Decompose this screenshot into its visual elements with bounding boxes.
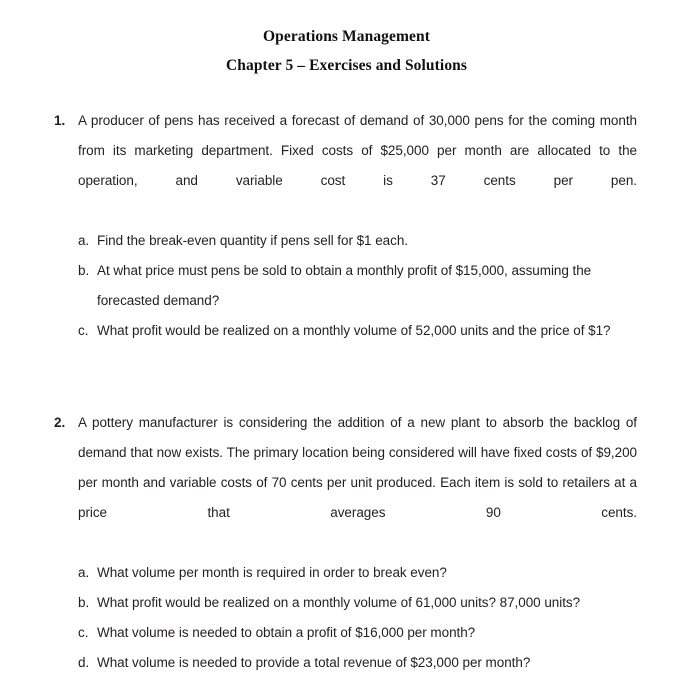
document-header	[0, 0, 693, 80]
question-1-body	[78, 106, 637, 346]
document-title-line-2: Chapter 5 – Exercises and Solutions	[225, 57, 468, 74]
question-2	[0, 408, 693, 678]
question-1-intro: A producer of pens has received a forecast of demand of 30,000 pens for the coming month from its marketing department. Fixed costs of $25,000 per month are allocated to the operation, and variable cost is 37 cents per pen.	[78, 113, 637, 188]
question-1-sub-text-a: Find the break-even quantity if pens sell for $1 each.	[97, 233, 408, 248]
question-1-marker: 1.	[54, 113, 66, 128]
question-1-sub-marker-c: c.	[78, 323, 89, 338]
questions-list	[0, 106, 693, 678]
question-1-sub-item-c	[78, 316, 637, 346]
question-2-intro: A pottery manufacturer is considering the addition of a new plant to absorb the backlog of demand that now exists. The primary location being considered will have fixed costs of $9,200 per month and variable costs of 70 cents per unit produced. Each item is sold to retailers at a price that averages 90 cents.	[78, 415, 637, 520]
question-1-sub-text-b: At what price must pens be sold to obtain a monthly profit of $15,000, assuming the forecasted demand?	[97, 263, 592, 308]
question-1-sub-marker-b: b.	[78, 263, 90, 278]
question-2-sub-list	[78, 558, 637, 678]
question-2-sub-marker-b: b.	[78, 595, 90, 610]
question-2-sub-text-d: What volume is needed to provide a total revenue of $23,000 per month?	[97, 655, 531, 670]
question-1-sub-item-a	[78, 226, 637, 256]
question-2-sub-item-a	[78, 558, 637, 588]
question-1	[0, 106, 693, 346]
question-1-sub-marker-a: a.	[78, 233, 90, 248]
question-2-sub-marker-d: d.	[78, 655, 90, 670]
question-2-body	[78, 408, 637, 678]
question-2-sub-text-a: What volume per month is required in order to break even?	[97, 565, 447, 580]
question-2-marker: 2.	[54, 415, 66, 430]
question-1-sub-text-c: What profit would be realized on a monthly volume of 52,000 units and the price of $1?	[97, 323, 611, 338]
question-2-sub-item-d	[78, 648, 637, 678]
question-2-sub-item-c	[78, 618, 637, 648]
question-1-sub-item-b	[78, 256, 637, 316]
question-2-sub-marker-c: c.	[78, 625, 89, 640]
question-2-sub-text-b: What profit would be realized on a monthly volume of 61,000 units? 87,000 units?	[97, 595, 581, 610]
question-2-sub-item-b	[78, 588, 637, 618]
question-2-sub-marker-a: a.	[78, 565, 90, 580]
question-1-sub-list	[78, 226, 637, 346]
question-2-sub-text-c: What volume is needed to obtain a profit of $16,000 per month?	[97, 625, 476, 640]
document-title-line-1: Operations Management	[263, 28, 430, 45]
